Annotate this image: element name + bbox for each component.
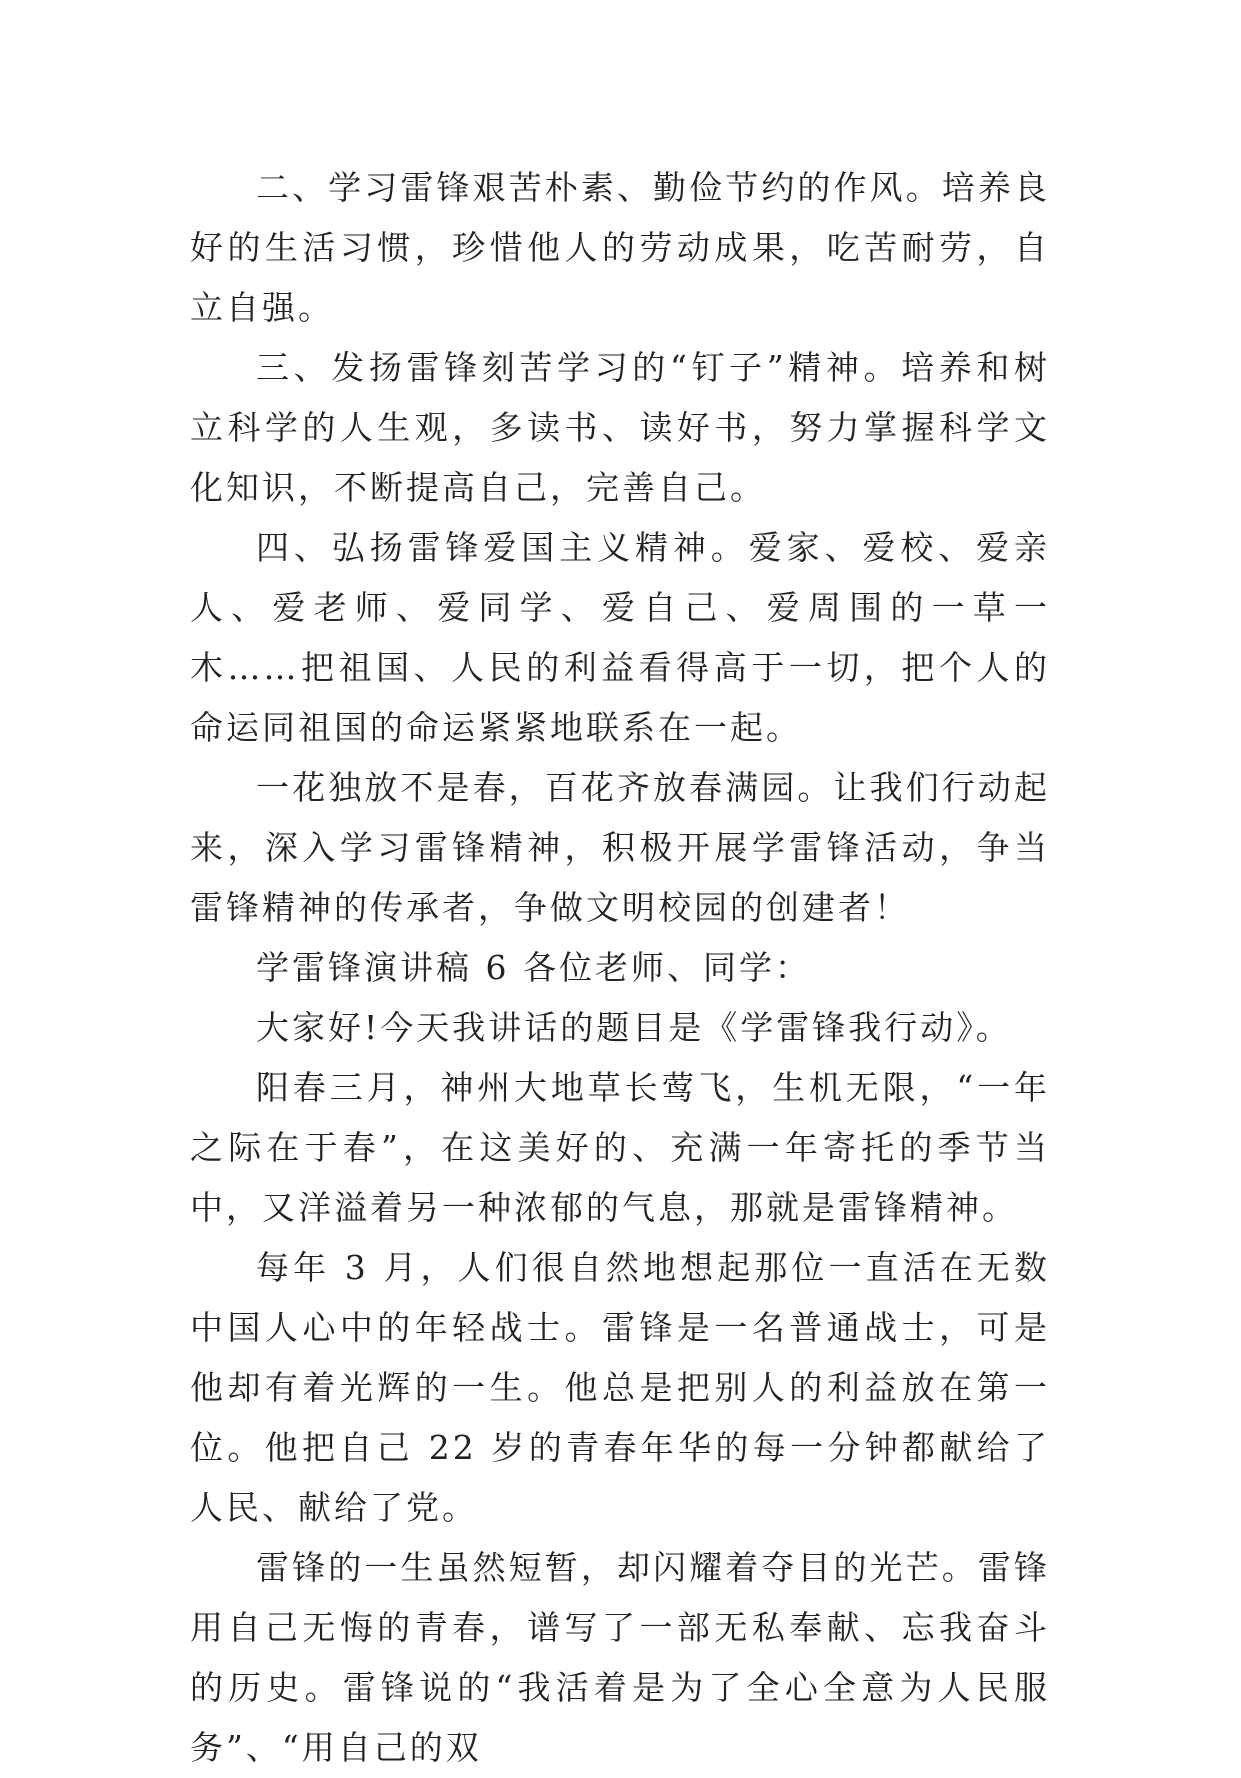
- document-body: [190, 158, 1050, 1778]
- paragraph-2-frugality: 二、学习雷锋艰苦朴素、勤俭节约的作风。培养良好的生活习惯，珍惜他人的劳动成果，吃苦耐劳，自立自强。: [190, 168, 1050, 327]
- paragraph-4-patriotism: 四、弘扬雷锋爱国主义精神。爱家、爱校、爱亲人、爱老师、爱同学、爱自己、爱周围的一草一木……把祖国、人民的利益看得高于一切，把个人的命运同祖国的命运紧紧地联系在一起。: [190, 528, 1050, 747]
- speech-6-heading: 学雷锋演讲稿 6 各位老师、同学：: [256, 948, 811, 987]
- paragraph-young-soldier: 每年 3 月，人们很自然地想起那位一直活在无数中国人心中的年轻战士。雷锋是一名普通战士，可是他却有着光辉的一生。他总是把别人的利益放在第一位。他把自己 22 岁的青春年华的每一分钟都献给了人民、献给了党。: [190, 1248, 1050, 1527]
- paragraph-3-diligent-study: 三、发扬雷锋刻苦学习的“钉子”精神。培养和树立科学的人生观，多读书、读好书，努力掌握科学文化知识，不断提高自己，完善自己。: [190, 348, 1050, 507]
- paragraph-short-life: 雷锋的一生虽然短暂，却闪耀着夺目的光芒。雷锋用自己无悔的青春，谱写了一部无私奉献、忘我奋斗的历史。雷锋说的“我活着是为了全心全意为人民服务”、“用自己的双: [190, 1548, 1050, 1767]
- paragraph-spring-march: 阳春三月，神州大地草长莺飞，生机无限，“一年之际在于春”，在这美好的、充满一年寄托的季节当中，又洋溢着另一种浓郁的气息，那就是雷锋精神。: [190, 1068, 1050, 1227]
- speech-6-greeting: 大家好!今天我讲话的题目是《学雷锋我行动》。: [256, 1008, 1012, 1047]
- paragraph-closing-call: 一花独放不是春，百花齐放春满园。让我们行动起来，深入学习雷锋精神，积极开展学雷锋活动，争当雷锋精神的传承者，争做文明校园的创建者！: [190, 768, 1050, 927]
